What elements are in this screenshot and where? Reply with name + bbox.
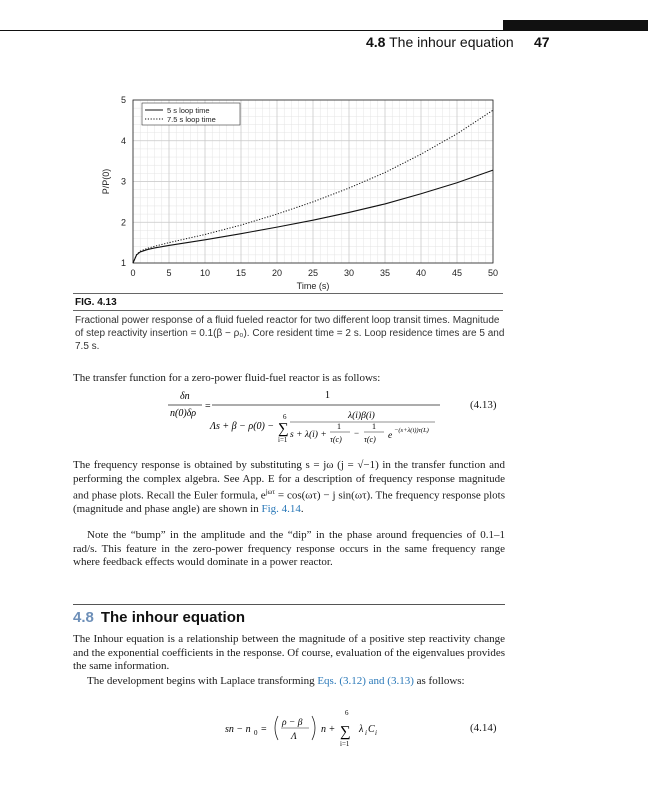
svg-text:C: C <box>368 724 375 735</box>
svg-text:1: 1 <box>325 390 330 401</box>
svg-text:Λs + β − ρ(0) −: Λs + β − ρ(0) − <box>210 421 275 432</box>
svg-text:i=1: i=1 <box>340 740 350 748</box>
y-tick-label: 3 <box>120 176 126 187</box>
page-number: 47 <box>534 34 550 50</box>
svg-text:∑: ∑ <box>340 724 351 740</box>
y-tick-label: 5 <box>120 95 126 105</box>
figure-label: FIG. 4.13 <box>75 297 117 308</box>
figure-caption-rule <box>73 310 503 311</box>
section-title: The inhour equation <box>100 609 246 626</box>
svg-text:n +: n + <box>321 724 336 735</box>
y-axis-label: P/P(0) <box>101 168 111 195</box>
equation-4-14-number: (4.14) <box>470 722 497 734</box>
y-tick-label: 1 <box>120 258 126 268</box>
x-tick-label: 35 <box>379 268 391 278</box>
svg-text:6: 6 <box>345 709 349 717</box>
svg-text:i: i <box>365 729 367 737</box>
header-bar <box>503 20 648 30</box>
x-tick-label: 20 <box>271 268 283 278</box>
svg-text:−: − <box>354 428 360 438</box>
svg-text:1: 1 <box>372 422 376 431</box>
header-rule <box>0 30 648 31</box>
x-tick-label: 25 <box>307 268 319 278</box>
legend-entry: 7.5 s loop time <box>167 115 216 124</box>
svg-text:−(s+λ(i))τ(L): −(s+λ(i))τ(L) <box>394 427 429 434</box>
svg-text:λ: λ <box>359 724 364 735</box>
running-header <box>366 34 514 50</box>
x-tick-label: 0 <box>130 268 136 278</box>
svg-text:sn − n: sn − n <box>225 724 251 735</box>
running-header-number: 4.8 <box>366 34 386 50</box>
section-heading <box>73 609 245 626</box>
x-tick-label: 50 <box>487 268 499 278</box>
x-tick-label: 30 <box>343 268 355 278</box>
svg-text:δn: δn <box>180 391 190 402</box>
x-tick-label: 45 <box>451 268 463 278</box>
svg-text:=: = <box>261 724 267 735</box>
svg-text:0: 0 <box>254 729 258 737</box>
svg-text:Λ: Λ <box>291 732 297 742</box>
svg-text:6: 6 <box>283 413 287 421</box>
svg-text:λ(i)β(i): λ(i)β(i) <box>348 411 375 421</box>
svg-text:=: = <box>205 401 211 412</box>
x-tick-label: 10 <box>199 268 211 278</box>
frequency-response-text-1: The frequency response is obtained by substituting s = jω (j = √−1) in the transfer function and performing the complex algebra. See App. E for a description of frequency response magnitude and phase plots. Recall the Euler formula, e <box>73 459 505 502</box>
svg-text:e: e <box>388 431 393 441</box>
x-tick-label: 15 <box>235 268 247 278</box>
svg-text:τ(c): τ(c) <box>364 435 376 444</box>
x-tick-label: 40 <box>415 268 427 278</box>
euler-exponent: jωτ <box>265 488 276 497</box>
svg-text:∑: ∑ <box>278 421 289 437</box>
y-tick-label: 4 <box>120 135 126 146</box>
power-response-chart <box>95 92 505 294</box>
fig-4-14-link[interactable]: Fig. 4.14 <box>261 503 301 516</box>
development-text-1: The development begins with Laplace transforming <box>87 675 318 687</box>
figure-top-rule <box>73 293 503 294</box>
equation-4-13 <box>150 385 450 455</box>
bump-dip-paragraph: Note the “bump” in the amplitude and the “dip” in the phase around frequencies of 0.1–1 rad/s. This feature in the zero-power frequency response occurs in the same frequency range where feedback effects would dominate in a power reactor. <box>73 529 505 569</box>
x-axis-label: Time (s) <box>296 281 330 291</box>
svg-text:τ(c): τ(c) <box>330 435 342 444</box>
legend-entry: 5 s loop time <box>167 106 210 115</box>
svg-text:s + λ(i) +: s + λ(i) + <box>290 430 327 440</box>
svg-text:i: i <box>375 729 377 737</box>
y-tick-label: 2 <box>120 217 126 228</box>
running-header-title: The inhour equation <box>389 34 514 50</box>
equation-4-13-number: (4.13) <box>470 399 497 411</box>
frequency-response-text-3: . <box>300 503 304 516</box>
svg-text:ρ − β: ρ − β <box>282 718 303 728</box>
x-tick-label: 5 <box>166 268 172 278</box>
transfer-function-intro: The transfer function for a zero-power fluid-fuel reactor is as follows: <box>73 372 381 384</box>
inhour-paragraph: The Inhour equation is a relationship between the magnitude of a positive step reactivity change and the exponential coefficients in the response. Of course, evaluation of the eigenvalues provides the same information. <box>73 633 506 673</box>
figure-caption: Fractional power response of a fluid fueled reactor for two different loop transit times. Magnitude of step reactivity insertion = 0.1(β − ρ₀). Core resident time = 2 s. Loop residence times are 5 and 7.5 s. <box>75 315 505 352</box>
svg-text:1: 1 <box>337 422 341 431</box>
development-text-2: as follows: <box>413 675 465 687</box>
section-rule <box>73 604 505 605</box>
frequency-response-paragraph <box>73 459 505 517</box>
frequency-response-text-2: = cos(ωτ) − j sin(ωτ). The frequency response plots (magnitude and phase angle) are shown in <box>73 489 505 516</box>
svg-text:i=1: i=1 <box>278 436 288 444</box>
svg-text:n(0)δρ: n(0)δρ <box>170 408 197 419</box>
eqs-3-12-3-13-link[interactable]: Eqs. (3.12) and (3.13) <box>317 675 414 687</box>
equation-4-14 <box>225 708 400 768</box>
section-number: 4.8 <box>73 609 94 626</box>
development-paragraph <box>73 675 505 689</box>
